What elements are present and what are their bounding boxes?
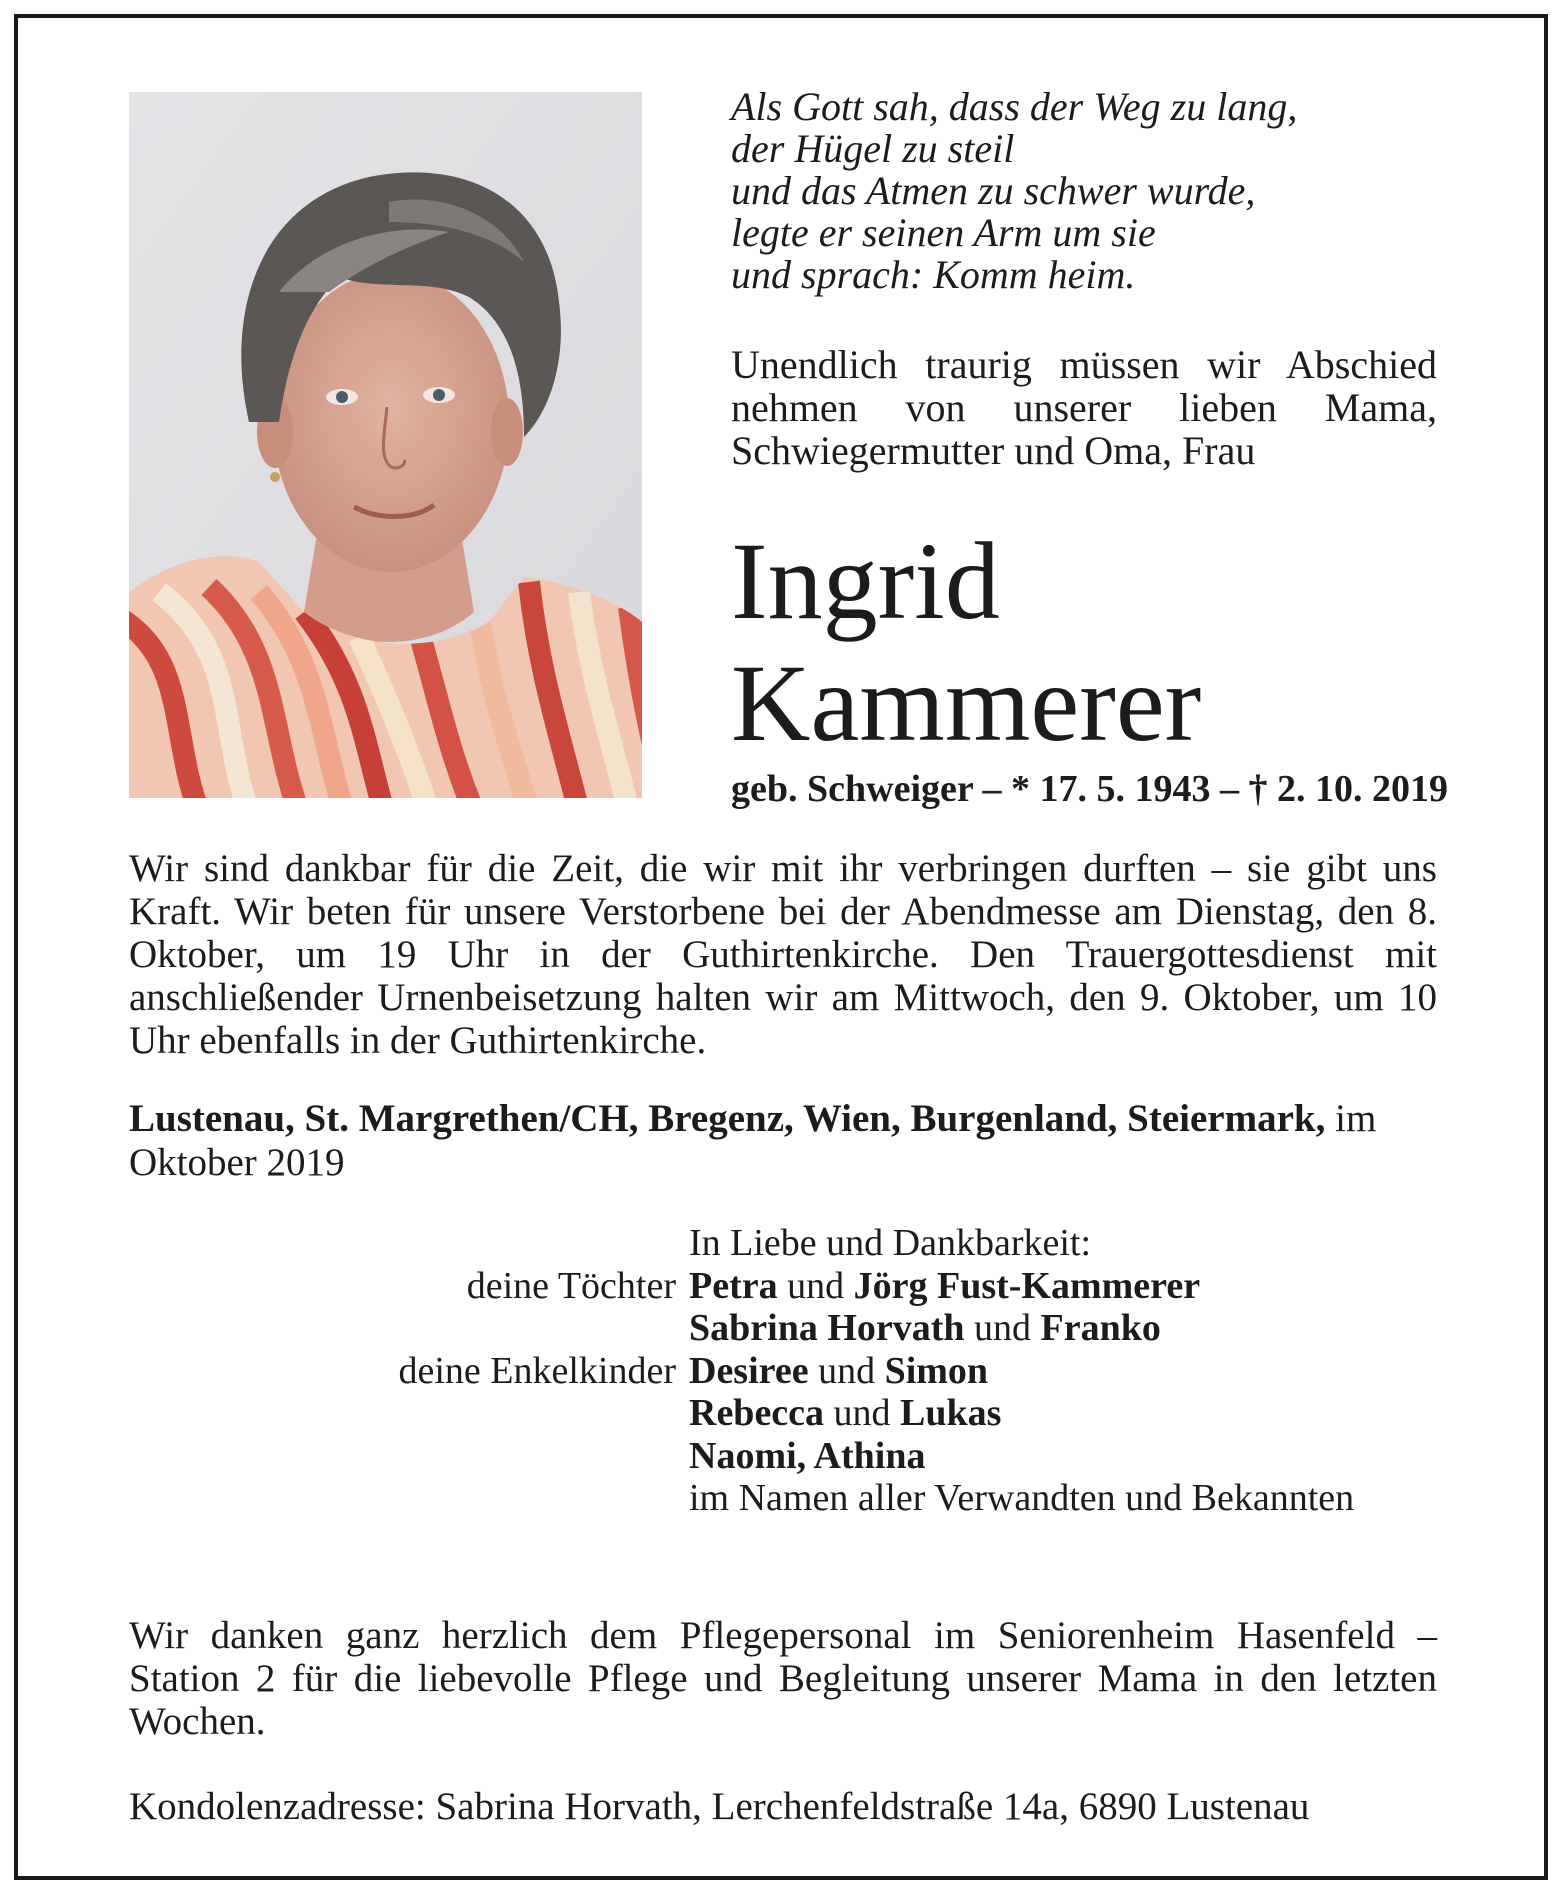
condolence-address: Kondolenzadresse: Sabrina Horvath, Lerchenfeldstraße 14a, 6890 Lustenau xyxy=(129,1785,1310,1828)
family-name: Simon xyxy=(884,1349,989,1392)
grandchildren-label: deine Enkelkinder xyxy=(398,1349,676,1392)
intro-text: Unendlich traurig müssen wir Abschied nehmen von unserer lieben Mama, Schwiegermutter und Oma, Frau xyxy=(731,342,1437,473)
and-word: und xyxy=(787,1264,845,1307)
family-closing-row xyxy=(0,1477,1568,1520)
family-row xyxy=(0,1350,1568,1393)
poem-line: und das Atmen zu schwer wurde, xyxy=(731,168,1256,213)
family-row xyxy=(0,1265,1568,1308)
family-name: Sabrina Horvath xyxy=(689,1307,965,1349)
family-name: Petra xyxy=(689,1264,778,1307)
service-details: Wir sind dankbar für die Zeit, die wir mit ihr verbringen durften – sie gibt uns Kraft. Wir beten für unsere Verstorbene bei der Abendmesse am Dienstag, den 8. Oktober, um 19 Uhr in der Guthirtenkirche. Den Trauergottesdienst mit anschließender Urnenbeisetzung halten wir am Mittwoch, den 9. Oktober, um 10 Uhr ebenfalls in der Guthirtenkirche. xyxy=(129,847,1437,1062)
poem-line: und sprach: Komm heim. xyxy=(731,252,1136,297)
family-name: Rebecca xyxy=(689,1392,825,1434)
deceased-name xyxy=(731,520,1201,764)
daughters-label: deine Töchter xyxy=(466,1264,676,1307)
family-row xyxy=(0,1392,1568,1435)
and-word: und xyxy=(833,1392,891,1434)
first-name: Ingrid xyxy=(731,520,1000,642)
and-word: und xyxy=(974,1307,1032,1349)
portrait-photo xyxy=(129,92,642,798)
and-word: und xyxy=(818,1349,876,1392)
poem-line: der Hügel zu steil xyxy=(731,126,1015,171)
family-name: Desiree xyxy=(689,1349,809,1392)
family-row xyxy=(0,1307,1568,1350)
family-name: Jörg Fust-Kammerer xyxy=(853,1264,1201,1307)
family-name: Naomi, Athina xyxy=(689,1434,926,1477)
thanks-text: Wir danken ganz herzlich dem Pflegepersonal im Seniorenheim Hasenfeld – Station 2 für die liebevolle Pflege und Begleitung unserer Mama in den letzten Wochen. xyxy=(129,1614,1437,1743)
places-line xyxy=(129,1097,1437,1185)
poem-line: legte er seinen Arm um sie xyxy=(731,210,1156,255)
places-bold: Lustenau, St. Margrethen/CH, Bregenz, Wien, Burgenland, Steiermark, xyxy=(129,1097,1326,1140)
family-heading: In Liebe und Dankbarkeit: xyxy=(689,1222,1092,1264)
family-name: Franko xyxy=(1040,1307,1161,1349)
family-closing: im Namen aller Verwandten und Bekannten xyxy=(689,1477,1355,1519)
family-list xyxy=(0,1222,1568,1520)
poem xyxy=(731,86,1431,296)
family-name: Lukas xyxy=(900,1392,1002,1434)
places-date: im Oktober 2019 xyxy=(129,1097,1377,1184)
family-row xyxy=(0,1435,1568,1478)
last-name: Kammerer xyxy=(731,642,1202,764)
portrait-illustration xyxy=(129,92,642,798)
family-heading-row xyxy=(0,1222,1568,1265)
poem-line: Als Gott sah, dass der Weg zu lang, xyxy=(731,84,1298,129)
birth-death-dates: geb. Schweiger – * 17. 5. 1943 – † 2. 10. 2019 xyxy=(731,768,1449,810)
